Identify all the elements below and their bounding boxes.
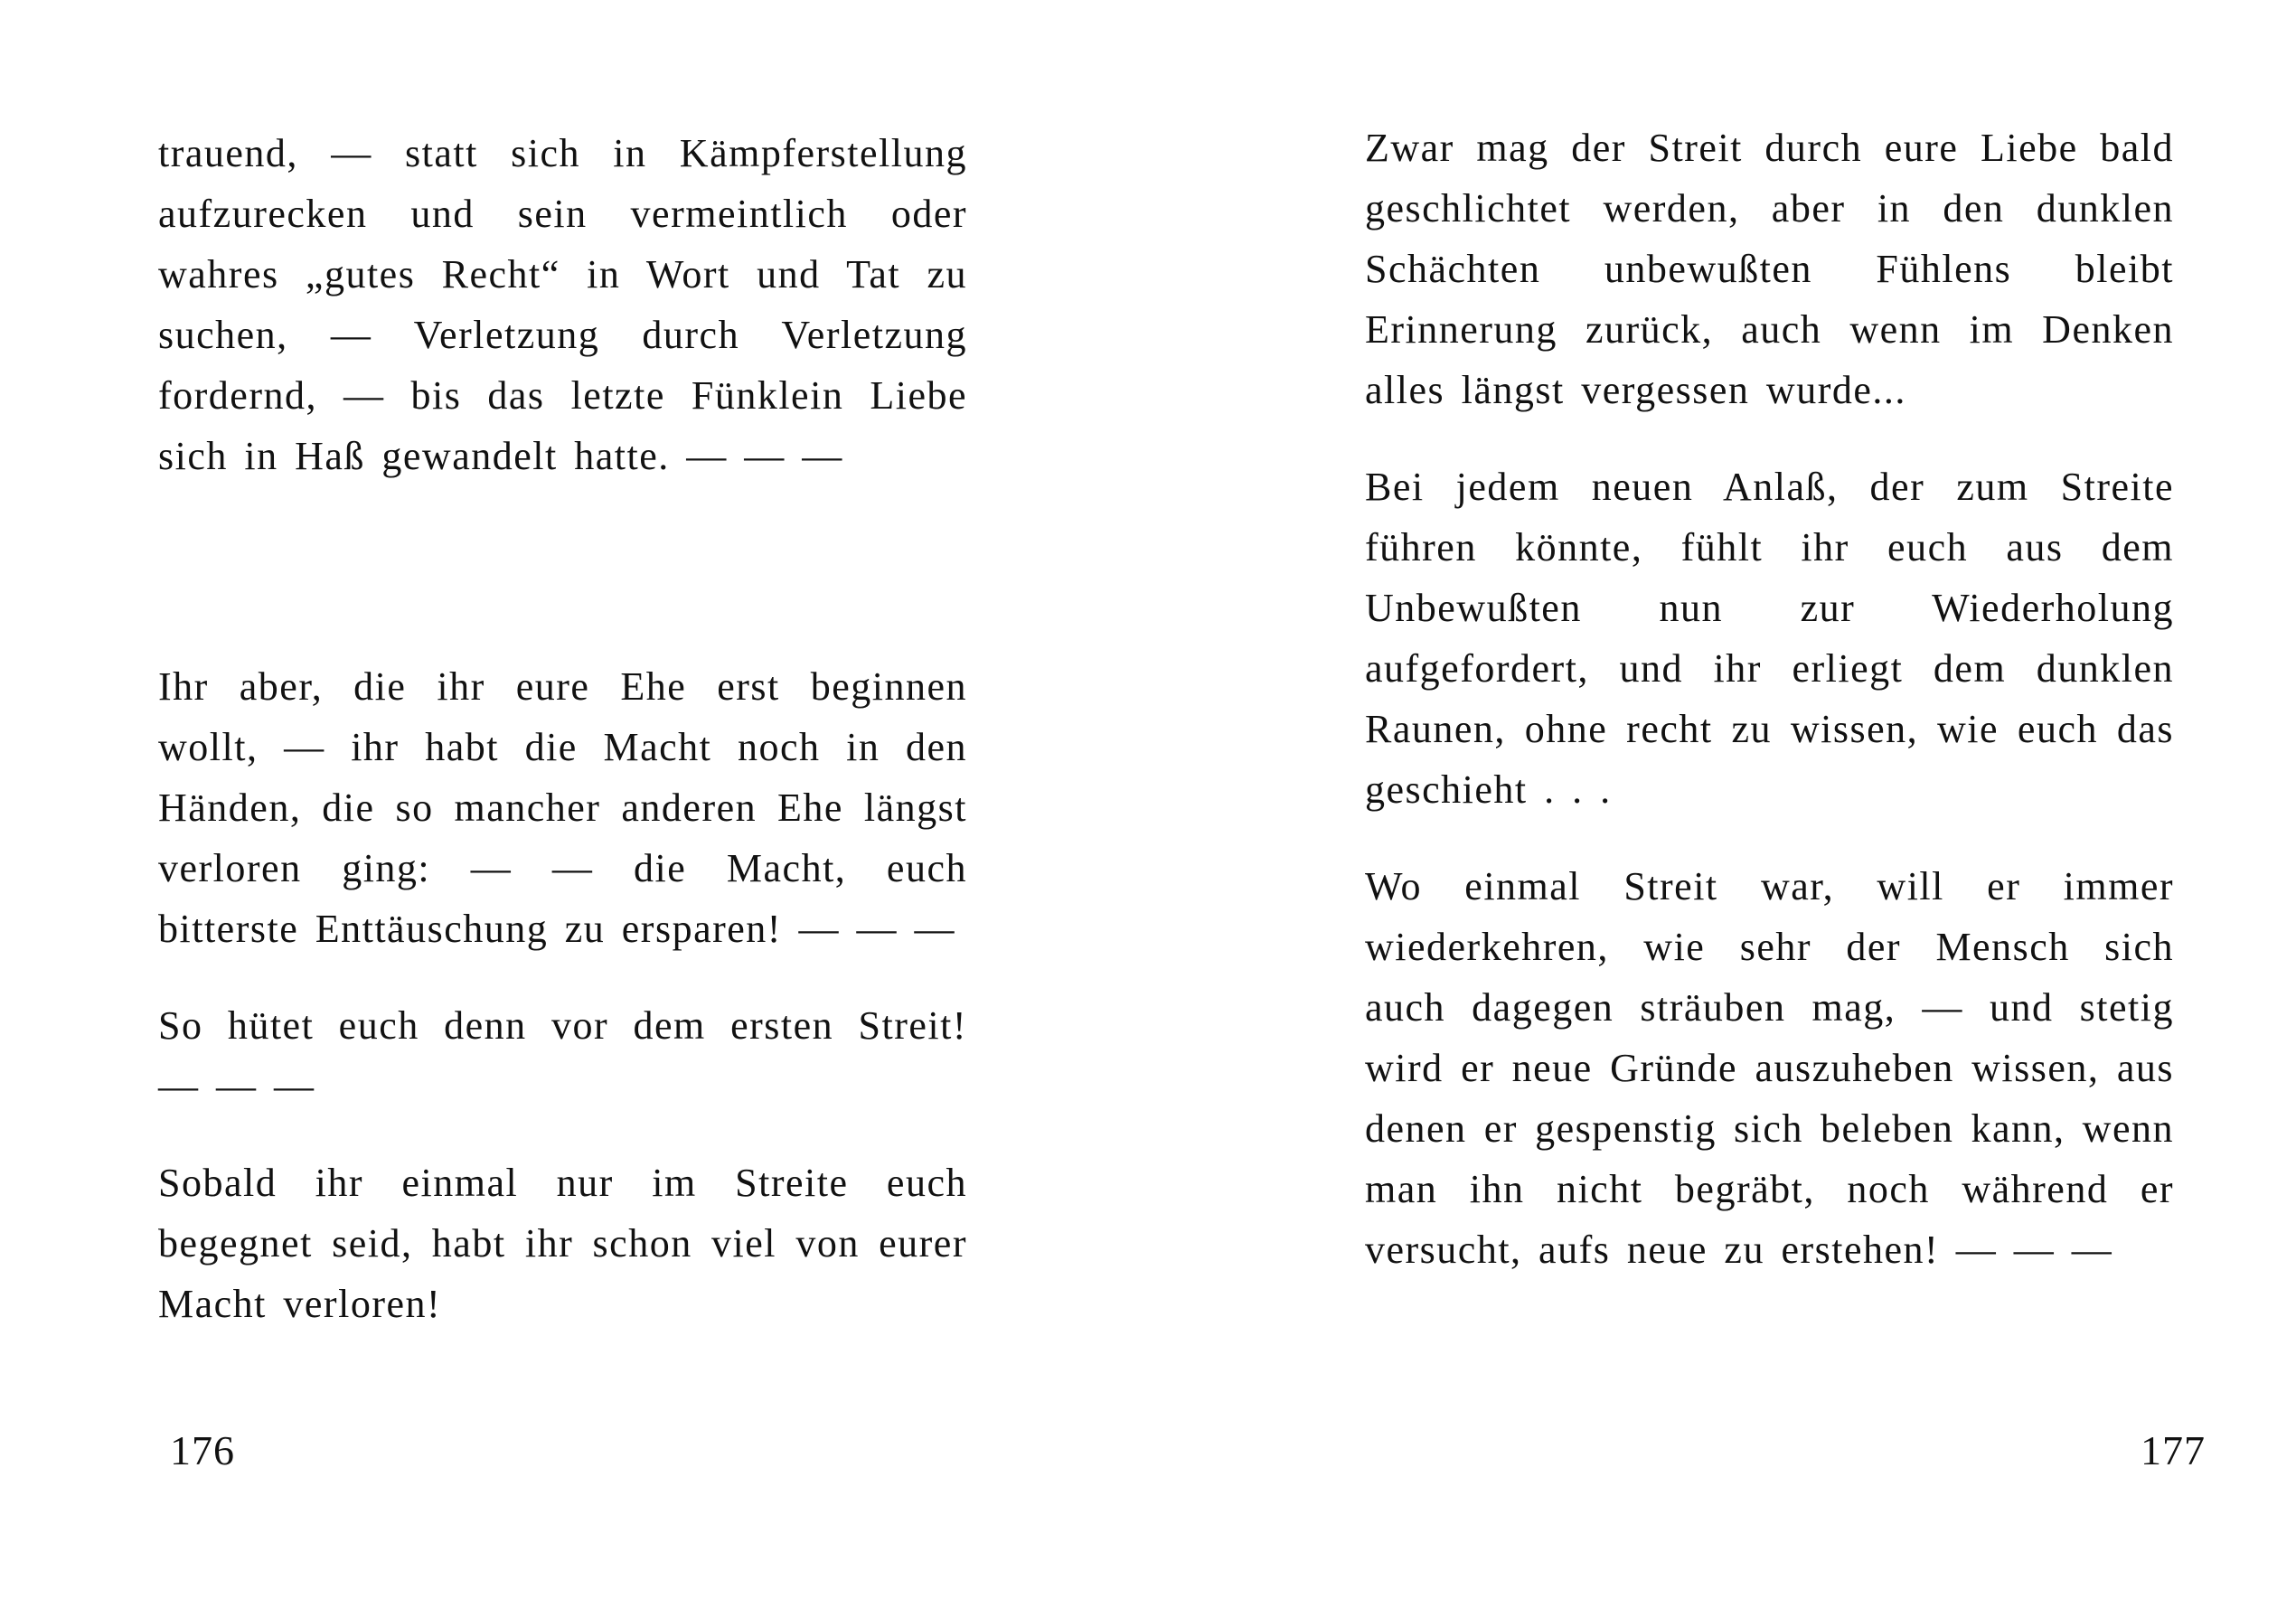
- left-page-continued-text: [158, 123, 967, 486]
- paragraph-3: Sobald ihr einmal nur im Streite euch begegnet seid, habt ihr schon viel von eurer Macht verloren!: [158, 1161, 967, 1326]
- right-page-text: [1365, 118, 2174, 1280]
- right-page: [1148, 0, 2296, 1609]
- page-number-right: 177: [2141, 1427, 2206, 1473]
- paragraph-1: Zwar mag der Streit durch eure Liebe bald geschlichtet werden, aber in den dunklen Schächten unbewußten Fühlens bleibt Erinnerung zurück, auch wenn im Denken alles längst vergessen wurde...: [1365, 126, 2174, 412]
- left-page-section: [158, 656, 967, 1334]
- paragraph-continued: trauend, — statt sich in Kämpferstellung aufzurecken und sein vermeintlich oder wahres „gutes Recht“ in Wort und Tat zu suchen, — Verletzung durch Verletzung fordernd, — bis das letzte Fünklein Liebe sich in Haß gewandelt hatte. — — —: [158, 131, 967, 478]
- paragraph-3: Wo einmal Streit war, will er immer wiederkehren, wie sehr der Mensch sich auch dagegen sträuben mag, — und stetig wird er neue Gründe auszuheben wissen, aus denen er gespenstig sich beleben kann, wenn man ihn nicht begräbt, noch während er versucht, aufs neue zu erstehen! — — —: [1365, 864, 2174, 1272]
- paragraph-2: Bei jedem neuen Anlaß, der zum Streite führen könnte, fühlt ihr euch aus dem Unbewußten nun zur Wiederholung aufgefordert, und ihr erliegt dem dunklen Raunen, ohne recht zu wissen, wie euch das geschieht . . .: [1365, 465, 2174, 812]
- paragraph-1: Ihr aber, die ihr eure Ehe erst beginnen wollt, — ihr habt die Macht noch in den Händen, die so mancher anderen Ehe längst verloren ging: — — die Macht, euch bitterste Enttäuschung zu ersparen! — — —: [158, 664, 967, 951]
- paragraph-2: So hütet euch denn vor dem ersten Streit! — — —: [158, 1003, 967, 1108]
- page-number-left: 176: [170, 1427, 235, 1473]
